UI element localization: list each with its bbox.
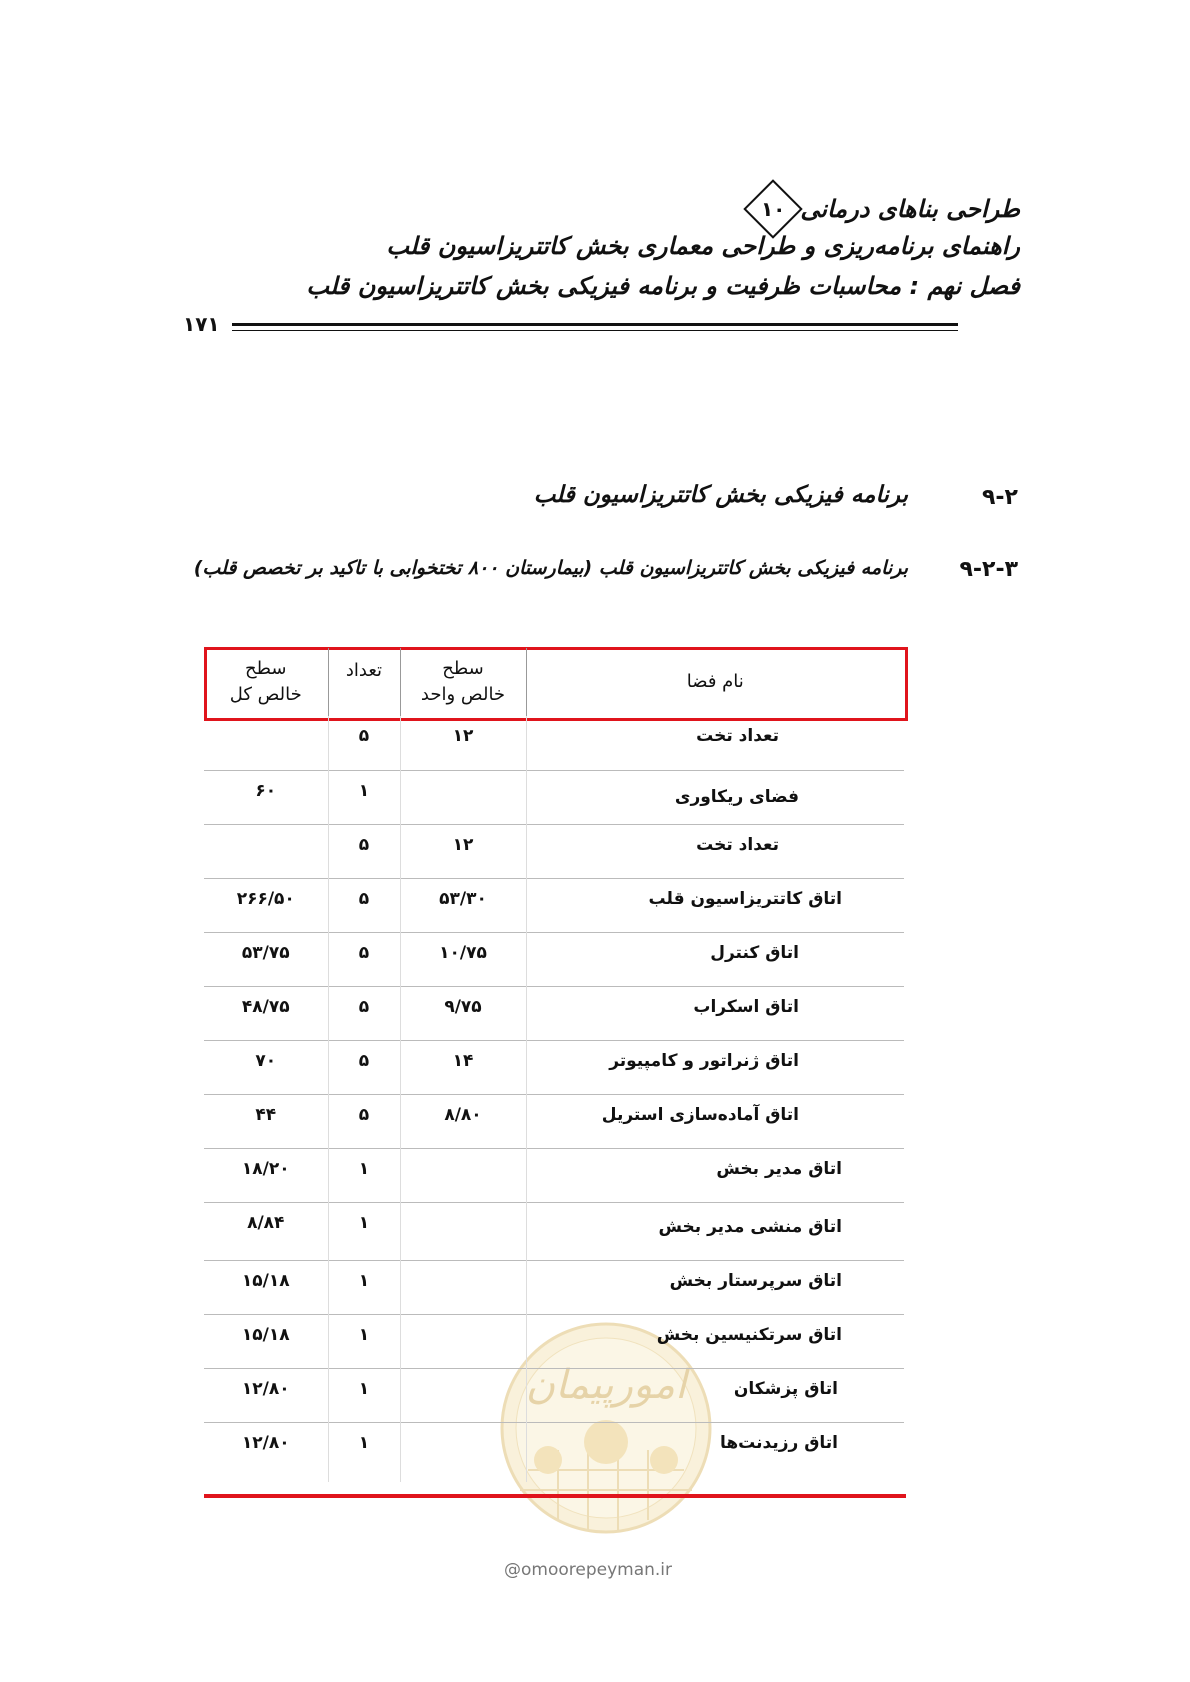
volume-number: ۱۰ — [761, 197, 786, 222]
space-name: اتاق رزیدنت‌ها — [719, 1432, 838, 1453]
watermark-logo-text: امورپیمان — [525, 1362, 687, 1408]
count: ۱ — [328, 1202, 400, 1260]
space-name: اتاق سرپرستار بخش — [669, 1270, 842, 1291]
table-row — [204, 770, 904, 824]
unit-area: ۱۲ — [400, 824, 526, 878]
table-row — [204, 1260, 904, 1314]
space-name: اتاق پزشکان — [733, 1378, 838, 1399]
unit-area: ۱۰/۷۵ — [400, 932, 526, 986]
table-row — [204, 1094, 904, 1148]
header-total-area-line1: سطح — [245, 658, 287, 679]
unit-area: ۵۳/۳۰ — [400, 878, 526, 932]
table-row — [204, 1314, 904, 1368]
table-row — [204, 1040, 904, 1094]
count: ۵ — [328, 1094, 400, 1148]
table-row — [204, 1148, 904, 1202]
header-rule-thin — [232, 330, 958, 331]
header-total-area-line2: خالص کل — [229, 684, 302, 705]
space-name: اتاق کاتتریزاسیون قلب — [648, 888, 842, 909]
table-row — [204, 1368, 904, 1422]
total-area: ۵۳/۷۵ — [204, 932, 328, 986]
count: ۵ — [328, 824, 400, 878]
section-title: برنامه فیزیکی بخش کاتتریزاسیون قلب — [533, 482, 908, 508]
subsection-number: ۹-۲-۳ — [959, 557, 1018, 582]
count: ۱ — [328, 1422, 400, 1482]
space-name: اتاق آماده‌سازی استریل — [601, 1104, 799, 1125]
unit-area — [400, 1148, 526, 1202]
unit-area — [400, 1368, 526, 1422]
unit-area — [400, 770, 526, 824]
header-unit-area-line2: خالص واحد — [420, 684, 506, 705]
unit-area: ۹/۷۵ — [400, 986, 526, 1040]
space-name: اتاق ژنراتور و کامپیوتر — [609, 1050, 799, 1071]
physical-program-table — [204, 648, 904, 1482]
header-rule-thick — [232, 323, 958, 326]
total-area: ۸/۸۴ — [204, 1202, 328, 1260]
table-row — [204, 716, 904, 770]
total-area: ۱۵/۱۸ — [204, 1314, 328, 1368]
header-space-name: نام فضا — [686, 671, 744, 692]
count: ۵ — [328, 932, 400, 986]
count: ۵ — [328, 878, 400, 932]
unit-area: ۱۴ — [400, 1040, 526, 1094]
count: ۱ — [328, 1314, 400, 1368]
total-area: ۱۲/۸۰ — [204, 1368, 328, 1422]
total-area: ۲۶۶/۵۰ — [204, 878, 328, 932]
header-unit-area-line1: سطح — [442, 658, 484, 679]
count: ۵ — [328, 716, 400, 770]
table-row — [204, 878, 904, 932]
page-number: ۱۷۱ — [183, 312, 220, 336]
table-row — [204, 824, 904, 878]
unit-area: ۸/۸۰ — [400, 1094, 526, 1148]
header-unit-area — [400, 648, 526, 716]
count: ۵ — [328, 986, 400, 1040]
header-count: تعداد — [328, 648, 400, 716]
space-name: اتاق مدیر بخش — [716, 1158, 842, 1179]
table-row — [204, 1202, 904, 1260]
count: ۵ — [328, 1040, 400, 1094]
space-name: تعداد تخت — [696, 726, 779, 746]
space-name: اتاق منشی مدیر بخش — [658, 1216, 842, 1237]
space-name: فضای ریکاوری — [674, 786, 799, 807]
space-name: اتاق سرتکنیسین بخش — [656, 1324, 842, 1345]
count: ۱ — [328, 770, 400, 824]
watermark-site: @omoorepeyman.ir — [504, 1560, 673, 1580]
space-name: اتاق کنترل — [710, 942, 799, 963]
total-area: ۱۵/۱۸ — [204, 1260, 328, 1314]
total-area — [204, 716, 328, 770]
header-book-title: طراحی بناهای درمانی — [800, 195, 1020, 223]
table-header-row — [204, 648, 904, 716]
count: ۱ — [328, 1368, 400, 1422]
space-name: اتاق اسکراب — [693, 996, 799, 1017]
total-area: ۷۰ — [204, 1040, 328, 1094]
count: ۱ — [328, 1148, 400, 1202]
unit-area: ۱۲ — [400, 716, 526, 770]
running-header-line3: فصل نهم : محاسبات ظرفیت و برنامه فیزیکی بخش کاتتریزاسیون قلب — [306, 272, 1020, 300]
total-area: ۶۰ — [204, 770, 328, 824]
header-total-area — [204, 648, 328, 716]
unit-area — [400, 1202, 526, 1260]
total-area: ۴۸/۷۵ — [204, 986, 328, 1040]
table-row — [204, 986, 904, 1040]
table-bottom-rule — [204, 1494, 906, 1498]
count: ۱ — [328, 1260, 400, 1314]
unit-area — [400, 1422, 526, 1482]
unit-area — [400, 1314, 526, 1368]
total-area: ۴۴ — [204, 1094, 328, 1148]
volume-number-diamond — [744, 179, 803, 238]
total-area — [204, 824, 328, 878]
table-row — [204, 932, 904, 986]
running-header-line1 — [752, 188, 1020, 230]
total-area: ۱۲/۸۰ — [204, 1422, 328, 1482]
section-number: ۹-۲ — [982, 485, 1018, 510]
subsection-title: برنامه فیزیکی بخش کاتتریزاسیون قلب (بیمارستان ۸۰۰ تختخوابی با تاکید بر تخصص قلب) — [193, 557, 908, 579]
space-name: تعداد تخت — [696, 834, 779, 855]
table-row — [204, 1422, 904, 1482]
total-area: ۱۸/۲۰ — [204, 1148, 328, 1202]
running-header-line2: راهنمای برنامه‌ریزی و طراحی معماری بخش کاتتریزاسیون قلب — [386, 232, 1020, 260]
unit-area — [400, 1260, 526, 1314]
